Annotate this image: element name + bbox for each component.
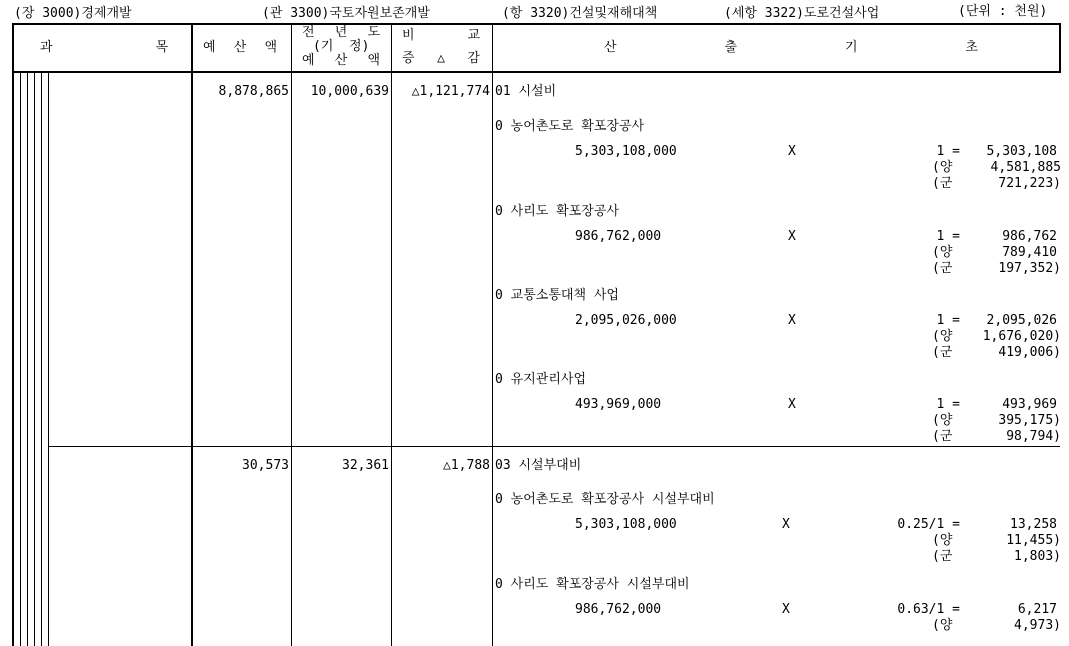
table-left-border <box>12 23 14 646</box>
multiply-sign: X <box>788 397 796 412</box>
hierarchy-rule <box>34 73 35 646</box>
sub-label: (양 <box>932 160 953 175</box>
header-subject: 과 목 <box>40 40 168 55</box>
sub-value: 98,794) <box>1006 429 1061 444</box>
sub-label: (양 <box>932 413 953 428</box>
section-divider <box>48 446 1060 447</box>
item-total: 493,969 <box>1002 397 1057 412</box>
sub-value: 11,455) <box>1006 533 1061 548</box>
header-prev-line1: 전 년 도 <box>302 25 380 40</box>
section-budget: 30,573 <box>242 458 289 473</box>
header-prev-line3: 예 산 액 <box>302 53 380 68</box>
table-top-border <box>12 23 1060 25</box>
section-prev-budget: 32,361 <box>342 458 389 473</box>
item-total: 986,762 <box>1002 229 1057 244</box>
multiply-sign: X <box>788 313 796 328</box>
header-budget: 예 산 액 <box>203 40 277 55</box>
item-amount: 986,762,000 <box>575 229 662 244</box>
item-name: 0 유지관리사업 <box>495 372 587 387</box>
section-budget: 8,878,865 <box>218 84 289 99</box>
item-amount: 2,095,026,000 <box>575 313 677 328</box>
sub-label: (군 <box>932 345 953 360</box>
sub-label: (군 <box>932 549 953 564</box>
sub-value: 1,676,020) <box>982 329 1061 344</box>
multiply-sign: X <box>782 517 790 532</box>
sub-label: (군 <box>932 261 953 276</box>
hierarchy-rule <box>27 73 28 646</box>
section-diff: △1,121,774 <box>411 84 490 99</box>
item-ratio: 1 = <box>936 313 960 328</box>
multiply-sign: X <box>788 229 796 244</box>
item-amount: 986,762,000 <box>575 602 662 617</box>
item-name: 0 사리도 확포장공사 <box>495 204 619 219</box>
hierarchy-rule <box>48 73 49 646</box>
col-divider-1 <box>191 23 193 646</box>
item-amount: 493,969,000 <box>575 397 662 412</box>
item-ratio: 0.63/1 = <box>897 602 960 617</box>
sub-label: (양 <box>932 245 953 260</box>
sub-value: 789,410 <box>1002 245 1057 260</box>
section-title: 01 시설비 <box>495 84 557 99</box>
sub-value: 197,352) <box>998 261 1061 276</box>
col-divider-4 <box>492 23 493 646</box>
sub-label: (군 <box>932 176 953 191</box>
multiply-sign: X <box>788 144 796 159</box>
col-divider-2 <box>291 23 292 646</box>
col-divider-3 <box>391 23 392 646</box>
header-prev-line2: (기 정) <box>313 39 370 54</box>
sub-label: (양 <box>932 533 953 548</box>
header-basis: 산 출 기 초 <box>604 40 978 55</box>
item-ratio: 1 = <box>936 229 960 244</box>
item-total: 5,303,108 <box>986 144 1057 159</box>
multiply-sign: X <box>782 602 790 617</box>
item-ratio: 1 = <box>936 397 960 412</box>
item-amount: 5,303,108,000 <box>575 144 677 159</box>
item-ratio: 1 = <box>936 144 960 159</box>
section-prev-budget: 10,000,639 <box>310 84 389 99</box>
item-amount: 5,303,108,000 <box>575 517 677 532</box>
gwan-label: (관 3300)국토자원보존개발 <box>262 6 430 21</box>
item-total: 6,217 <box>1017 602 1057 617</box>
header-bottom-border <box>12 71 1060 73</box>
item-total: 13,258 <box>1010 517 1057 532</box>
section-diff: △1,788 <box>443 458 490 473</box>
section-title: 03 시설부대비 <box>495 458 582 473</box>
sub-label: (군 <box>932 429 953 444</box>
item-name: 0 농어촌도로 확포장공사 <box>495 119 645 134</box>
item-name: 0 농어촌도로 확포장공사 시설부대비 <box>495 492 715 507</box>
hierarchy-rule <box>20 73 21 646</box>
sub-value: 4,581,885 <box>990 160 1061 175</box>
hang-label: (항 3320)건설및재해대책 <box>502 6 658 21</box>
item-ratio: 0.25/1 = <box>897 517 960 532</box>
header-cmp-line1: 비 교 <box>402 28 480 43</box>
sub-label: (양 <box>932 329 953 344</box>
sub-value: 419,006) <box>998 345 1061 360</box>
hierarchy-rule <box>41 73 42 646</box>
header-cmp-line2: 증 △ 감 <box>402 51 480 66</box>
table-right-border <box>1059 23 1061 73</box>
sub-value: 4,973) <box>1014 618 1061 633</box>
sub-value: 1,803) <box>1014 549 1061 564</box>
item-total: 2,095,026 <box>986 313 1057 328</box>
jang-label: (장 3000)경제개발 <box>14 6 132 21</box>
sub-value: 721,223) <box>998 176 1061 191</box>
sub-label: (양 <box>932 618 953 633</box>
item-name: 0 사리도 확포장공사 시설부대비 <box>495 577 690 592</box>
sub-value: 395,175) <box>998 413 1061 428</box>
item-name: 0 교통소통대책 사업 <box>495 288 619 303</box>
unit-label: (단위 : 천원) <box>958 4 1048 19</box>
sehang-label: (세항 3322)도로건설사업 <box>724 6 880 21</box>
